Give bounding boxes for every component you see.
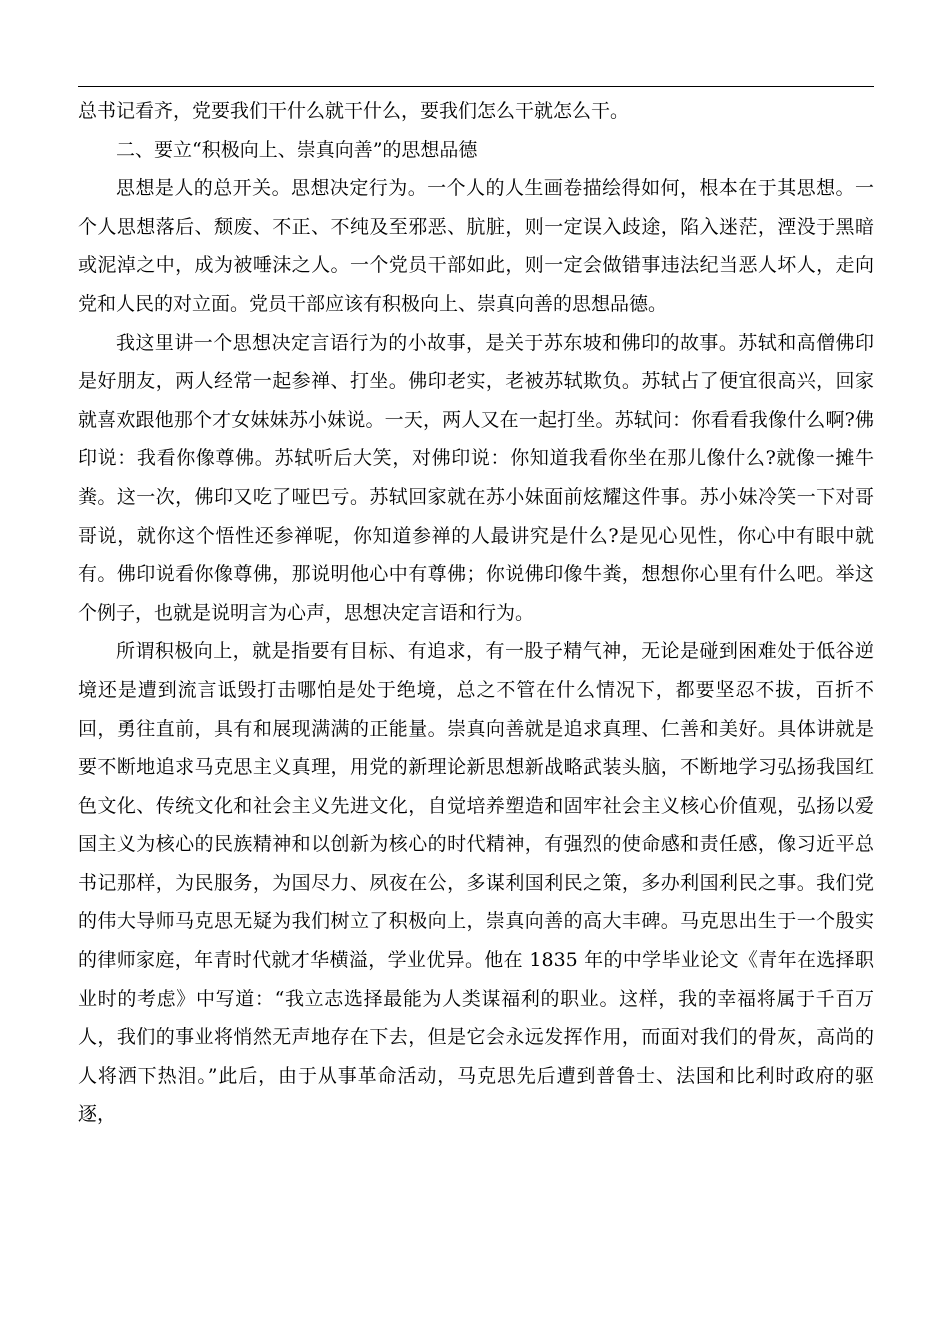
document-body [78,92,874,1134]
paragraph-story: 我这里讲一个思想决定言语行为的小故事，是关于苏东坡和佛印的故事。苏轼和高僧佛印是好朋友，两人经常一起参禅、打坐。佛印老实，老被苏轼欺负。苏轼占了便宜很高兴，回家就喜欢跟他那个才女妹妹苏小妹说。一天，两人又在一起打坐。苏轼问：你看看我像什么啊?佛印说：我看你像尊佛。苏轼听后大笑，对佛印说：你知道我看你坐在那儿像什么?就像一摊牛粪。这一次，佛印又吃了哑巴亏。苏轼回家就在苏小妹面前炫耀这件事。苏小妹冷笑一下对哥哥说，就你这个悟性还参禅呢，你知道参禅的人最讲究是什么?是见心见性，你心中有眼中就有。佛印说看你像尊佛，那说明他心中有尊佛；你说佛印像牛粪，想想你心里有什么吧。举这个例子，也就是说明言为心声，思想决定言语和行为。 [78,331,874,624]
header-rule [78,86,874,87]
paragraph-continuation: 总书记看齐，党要我们干什么就干什么，要我们怎么干就怎么干。 [78,100,630,122]
paragraph-positive: 所谓积极向上，就是指要有目标、有追求，有一股子精气神，无论是碰到困难处于低谷逆境还是遭到流言诋毁打击哪怕是处于绝境，总之不管在什么情况下，都要坚忍不拔，百折不回，勇往直前，具有和展现满满的正能量。崇真向善就是追求真理、仁善和美好。具体讲就是要不断地追求马克思主义真理，用党的新理论新思想新战略武装头脑，不断地学习弘扬我国红色文化、传统文化和社会主义先进文化，自觉培养塑造和固牢社会主义核心价值观，弘扬以爱国主义为核心的民族精神和以创新为核心的时代精神，有强烈的使命感和责任感，像习近平总书记那样，为民服务，为国尽力、夙夜在公，多谋利国利民之策，多办利国利民之事。我们党的伟大导师马克思无疑为我们树立了积极向上，崇真向善的高大丰碑。马克思出生于一个殷实的律师家庭，年青时代就才华横溢，学业优异。他在 1835 年的中学毕业论文《青年在选择职业时的考虑》中写道：“我立志选择最能为人类谋福利的职业。这样，我的幸福将属于千百万人，我们的事业将悄然无声地存在下去，但是它会永远发挥作用，而面对我们的骨灰，高尚的人将洒下热泪。”此后，由于从事革命活动，马克思先后遭到普鲁士、法国和比利时政府的驱逐， [78,640,874,1126]
paragraph-thought: 思想是人的总开关。思想决定行为。一个人的人生画卷描绘得如何，根本在于其思想。一个人思想落后、颓废、不正、不纯及至邪恶、肮脏，则一定误入歧途，陷入迷茫，湮没于黑暗或泥淖之中，成为被唾沫之人。一个党员干部如此，则一定会做错事违法纪当恶人坏人，走向党和人民的对立面。党员干部应该有积极向上、崇真向善的思想品德。 [78,177,874,315]
section-heading: 二、要立“积极向上、崇真向善”的思想品德 [116,138,478,161]
